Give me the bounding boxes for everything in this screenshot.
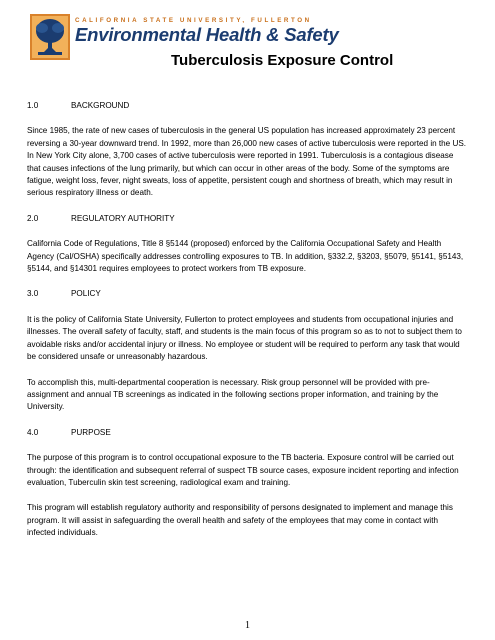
section-number: 4.0 bbox=[27, 427, 39, 437]
section-heading bbox=[27, 100, 467, 112]
paragraph: This program will establish regulatory authority and responsibility of persons designated to implement and manage this program. It will assist in safeguarding the overall health and safety of the employees that may come in contact with infected individuals. bbox=[27, 503, 453, 538]
section-regulatory-authority bbox=[27, 213, 467, 276]
document-title: Tuberculosis Exposure Control bbox=[171, 52, 394, 69]
university-name: CALIFORNIA STATE UNIVERSITY, FULLERTON bbox=[75, 17, 312, 24]
document-body bbox=[27, 100, 467, 553]
section-title: BACKGROUND bbox=[71, 101, 130, 110]
paragraph: To accomplish this, multi-departmental cooperation is necessary. Risk group personnel will be provided with pre-assignment and annual TB screenings as indicated in the following sections proper information, and training by the University. bbox=[27, 377, 439, 412]
university-seal-logo bbox=[30, 14, 70, 60]
letterhead bbox=[30, 14, 450, 69]
paragraph: Since 1985, the rate of new cases of tuberculosis in the general US population has increased approximately 23 percent reversing a 30-year downward trend. In 1992, more than 26,000 new cases of active tuberculosis were reported in the US. In New York City alone, 3,700 cases of active tuberculosis were reported in 1991. Tuberculosis is a contagious disease that causes infections of the lung primarily, but which can occur in other areas of the body. Some of the symptoms are fatigue, weight loss, fever, night sweats, loss of appetite, persistent cough and shortness of breath, which may result in serious respiratory illness or death. bbox=[27, 126, 466, 198]
section-heading bbox=[27, 288, 467, 300]
section-background bbox=[27, 100, 467, 200]
section-number: 1.0 bbox=[27, 101, 39, 110]
page-number: 1 bbox=[245, 620, 250, 631]
section-title: PURPOSE bbox=[71, 427, 111, 437]
section-title: POLICY bbox=[71, 289, 101, 299]
section-title: REGULATORY AUTHORITY bbox=[71, 213, 175, 223]
section-heading bbox=[27, 427, 467, 439]
paragraph: California Code of Regulations, Title 8 §5144 (proposed) enforced by the California Occupational Safety and Health Agency (Cal/OSHA) specifically addresses controlling exposures to TB. In addition, §332.2, §3203, §5079, §5141, §5143, §5144, and §14301 requires employees to protect workers from TB exposure. bbox=[27, 239, 464, 274]
paragraph: The purpose of this program is to control occupational exposure to the TB bacteria. Exposure control will be carried out through: the identification and subsequent referral of suspect TB source cases, exposure incident reporting and infection evaluation, Tuberculin skin test screening, radiological exam and training. bbox=[27, 453, 459, 487]
section-heading bbox=[27, 213, 467, 225]
section-number: 2.0 bbox=[27, 213, 39, 223]
section-policy bbox=[27, 288, 467, 413]
paragraph: It is the policy of California State University, Fullerton to protect employees and students from occupational injuries and illnesses. The overall safety of faculty, staff, and students is the main focus of this program so as to not to subject them to avoidable risks and/or accidental injury or illness. No employee or student will be required to perform any task that would be considered unsafe or unreasonably hazardous. bbox=[27, 314, 462, 362]
section-purpose bbox=[27, 427, 467, 540]
department-name: Environmental Health & Safety bbox=[75, 24, 339, 45]
section-number: 3.0 bbox=[27, 289, 39, 299]
